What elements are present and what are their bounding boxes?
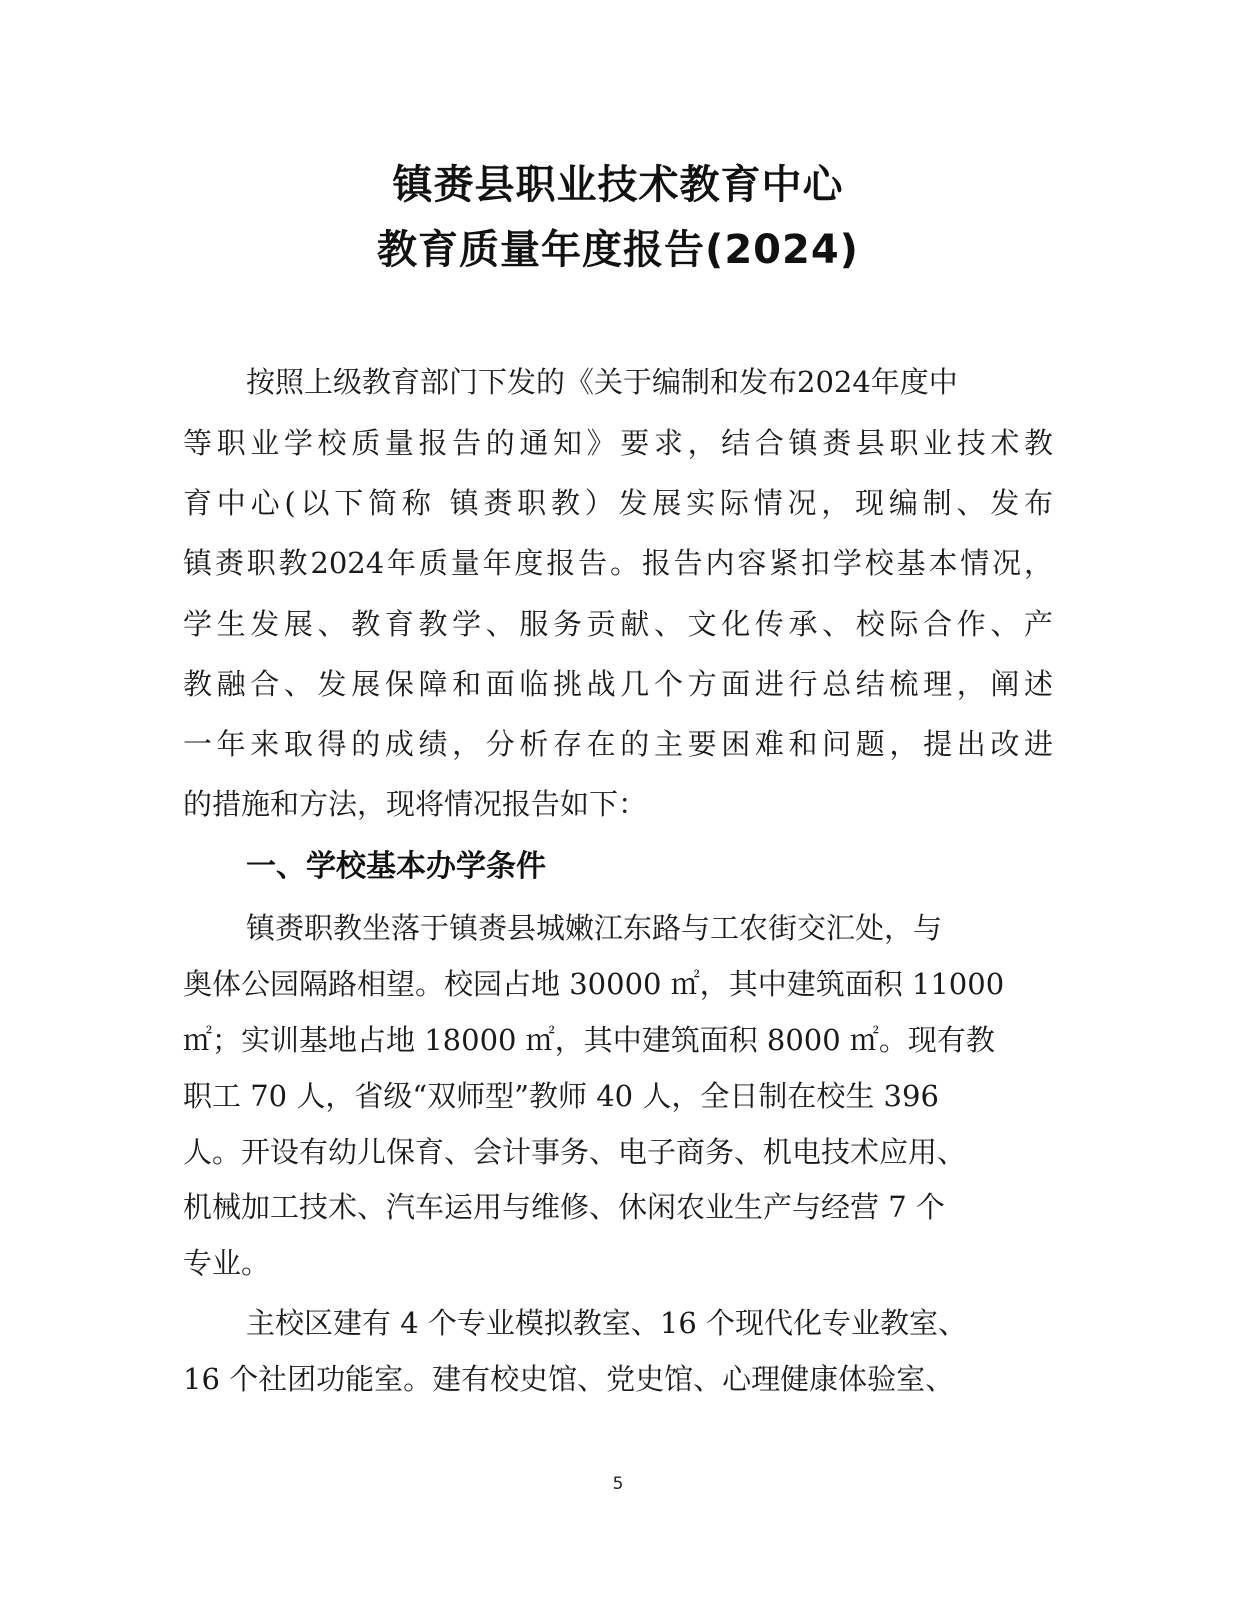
section-paragraph-line: 职工 70 人，省级“双师型”教师 40 人，全日制在校生 396: [183, 1079, 939, 1113]
section-paragraph-line: ㎡；实训基地占地 18000 ㎡，其中建筑面积 8000 ㎡。现有教: [183, 1023, 995, 1057]
intro-line: 育中心(以下简称 镇赉职教）发展实际情况，现编制、发布: [183, 486, 1053, 520]
section-paragraph-line: 专业。: [183, 1246, 271, 1280]
page-number: 5: [612, 1474, 624, 1494]
intro-line: 镇赉职教2024年质量年度报告。报告内容紧扣学校基本情况，: [183, 546, 1053, 580]
section-paragraph-line: 16 个社团功能室。建有校史馆、党史馆、心理健康体验室、: [183, 1362, 955, 1396]
intro-line: 按照上级教育部门下发的《关于编制和发布2024年度中: [246, 365, 958, 399]
intro-line: 的措施和方法，现将情况报告如下：: [183, 787, 648, 821]
section-heading: 一、学校基本办学条件: [246, 849, 546, 884]
document-title-line-2: 教育质量年度报告(2024): [377, 227, 859, 273]
intro-line: 学生发展、教育教学、服务贡献、文化传承、校际合作、产: [183, 607, 1053, 641]
section-paragraph-line: 人。开设有幼儿保育、会计事务、电子商务、机电技术应用、: [183, 1135, 967, 1169]
section-paragraph-line: 奥体公园隔路相望。校园占地 30000 ㎡，其中建筑面积 11000: [183, 967, 1005, 1001]
intro-line: 教融合、发展保障和面临挑战几个方面进行总结梳理，阐述: [183, 667, 1053, 701]
intro-line: 等职业学校质量报告的通知》要求，结合镇赉县职业技术教: [183, 426, 1053, 460]
section-paragraph-line: 镇赉职教坐落于镇赉县城嫩江东路与工农街交汇处，与: [246, 911, 943, 945]
section-paragraph-line: 机械加工技术、汽车运用与维修、休闲农业生产与经营 7 个: [183, 1190, 945, 1224]
section-paragraph-line: 主校区建有 4 个专业模拟教室、16 个现代化专业教室、: [246, 1306, 968, 1340]
document-title-line-1: 镇赉县职业技术教育中心: [392, 162, 844, 208]
intro-line: 一年来取得的成绩，分析存在的主要困难和问题，提出改进: [183, 727, 1053, 761]
